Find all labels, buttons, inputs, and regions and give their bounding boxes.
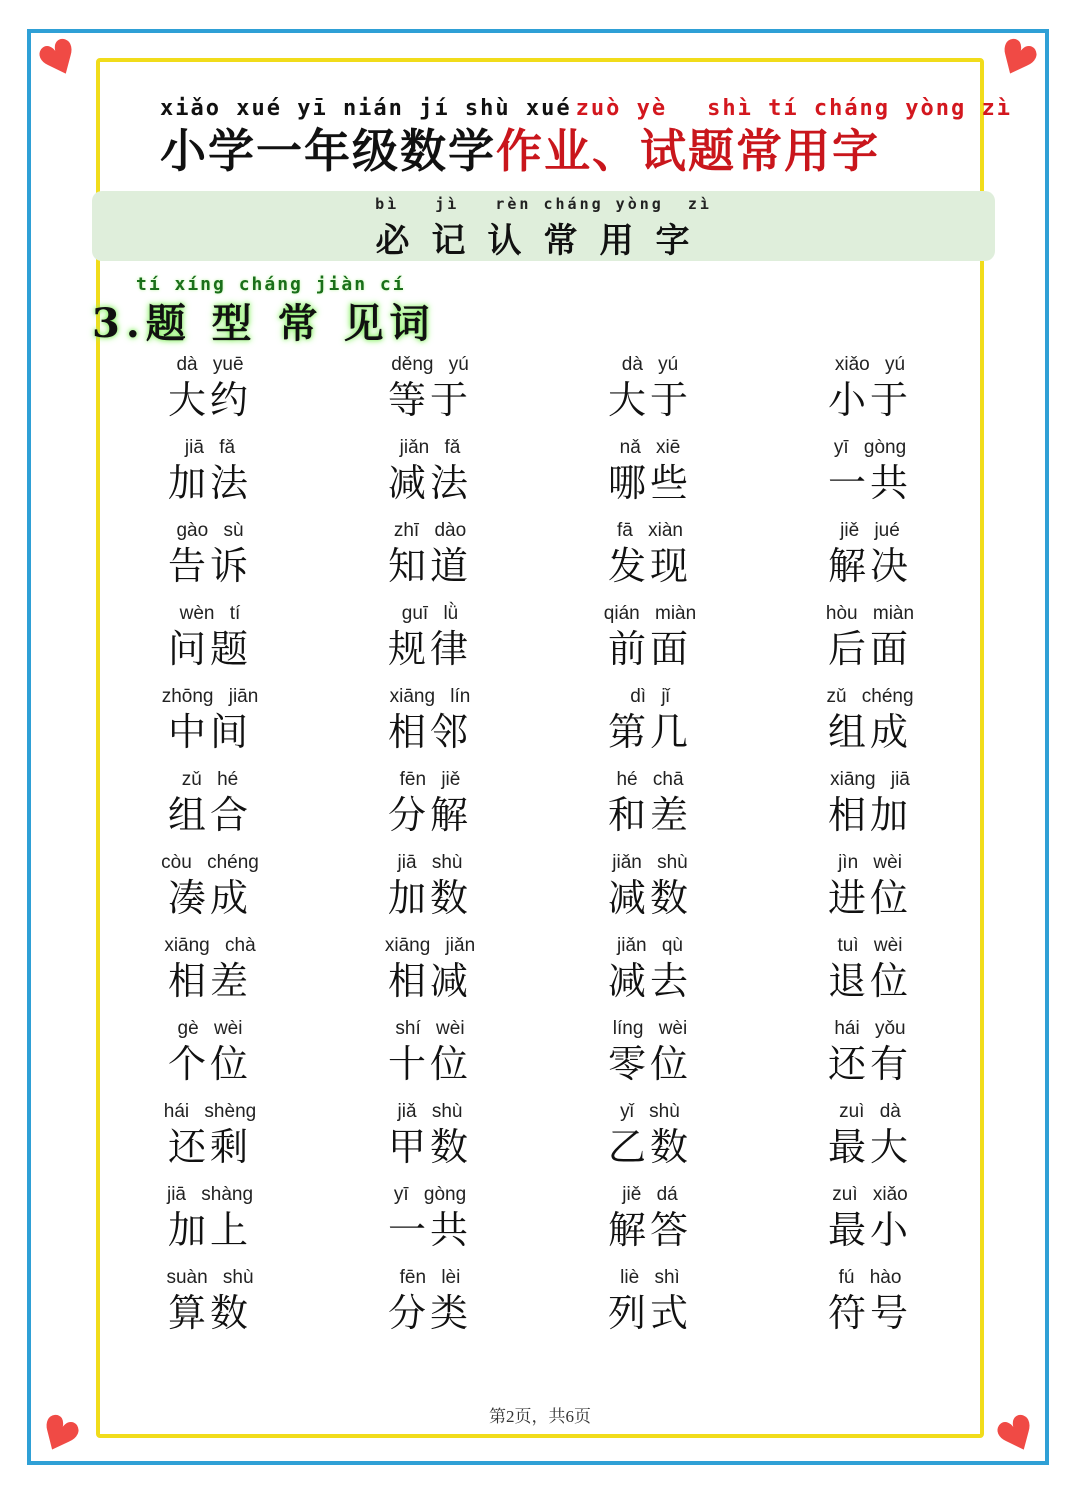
word-hanzi: 加上 (167, 1208, 252, 1252)
word-pinyin: jiā fǎ (184, 437, 236, 458)
word-hanzi: 算数 (167, 1291, 252, 1335)
word-cell (760, 518, 980, 601)
word-cell (540, 933, 760, 1016)
word-hanzi: 还剩 (167, 1125, 252, 1169)
word-pinyin: hòu miàn (825, 603, 915, 624)
word-cell (320, 352, 540, 435)
word-hanzi: 相减 (387, 959, 472, 1003)
word-hanzi: 一共 (827, 461, 912, 505)
word-hanzi: 发现 (607, 544, 692, 588)
word-cell (320, 850, 540, 933)
word-cell (320, 1265, 540, 1348)
word-cell (320, 1099, 540, 1182)
word-cell (540, 1265, 760, 1348)
word-pinyin: xiāng jiā (830, 769, 910, 790)
word-cell (100, 1182, 320, 1265)
word-pinyin: jiā shàng (166, 1184, 254, 1205)
word-hanzi: 零位 (607, 1042, 692, 1086)
word-hanzi: 退位 (827, 959, 912, 1003)
word-cell (320, 767, 540, 850)
word-hanzi: 进位 (827, 876, 912, 920)
word-hanzi: 组成 (827, 710, 912, 754)
word-cell (100, 435, 320, 518)
word-hanzi: 乙数 (607, 1125, 692, 1169)
word-pinyin: xiǎo yú (834, 354, 906, 375)
word-hanzi: 等于 (387, 378, 472, 422)
word-cell (760, 1016, 980, 1099)
word-hanzi: 凑成 (167, 876, 252, 920)
title-pinyin-red: zuò yè (575, 96, 668, 121)
word-pinyin: dì jǐ (630, 686, 670, 707)
word-hanzi: 前面 (607, 627, 692, 671)
word-pinyin: nǎ xiē (619, 437, 681, 458)
word-hanzi: 甲数 (387, 1125, 472, 1169)
word-pinyin: zhī dào (393, 520, 467, 541)
section-pinyin: tí xíng cháng jiàn cí (136, 274, 406, 295)
word-hanzi: 相差 (167, 959, 252, 1003)
word-cell (100, 352, 320, 435)
word-pinyin: tuì wèi (837, 935, 903, 956)
word-cell (100, 601, 320, 684)
word-pinyin: wèn tí (179, 603, 241, 624)
word-pinyin: zǔ chéng (826, 686, 914, 707)
word-hanzi: 十位 (387, 1042, 472, 1086)
word-hanzi: 大于 (607, 378, 692, 422)
word-hanzi: 和差 (607, 793, 692, 837)
word-pinyin: zuì dà (839, 1101, 901, 1122)
word-cell (100, 518, 320, 601)
heart-icon: ♥ (986, 1401, 1048, 1469)
word-hanzi: 最大 (827, 1125, 912, 1169)
word-cell (320, 933, 540, 1016)
word-pinyin: fú hào (838, 1267, 902, 1288)
word-hanzi: 分类 (387, 1291, 472, 1335)
word-hanzi: 后面 (827, 627, 912, 671)
word-cell (100, 767, 320, 850)
page-title-black: 小学一年级数学 (160, 124, 496, 178)
word-pinyin: fēn lèi (399, 1267, 461, 1288)
banner-title: 必记认常用字 (375, 221, 712, 261)
word-cell (100, 1265, 320, 1348)
word-pinyin: hái yǒu (834, 1018, 906, 1039)
word-pinyin: guī lǜ (401, 603, 459, 624)
word-pinyin: gào sù (176, 520, 244, 541)
word-cell (540, 1182, 760, 1265)
word-hanzi: 告诉 (167, 544, 252, 588)
word-cell (760, 933, 980, 1016)
word-cell (540, 518, 760, 601)
word-hanzi: 解决 (827, 544, 912, 588)
word-pinyin: hái shèng (163, 1101, 257, 1122)
word-hanzi: 加法 (167, 461, 252, 505)
word-pinyin: shí wèi (395, 1018, 465, 1039)
word-hanzi: 知道 (387, 544, 472, 588)
word-cell (760, 1099, 980, 1182)
word-hanzi: 相加 (827, 793, 912, 837)
section-title: 3.题 型 常 见词 (92, 300, 436, 347)
word-pinyin: fēn jiě (399, 769, 461, 790)
word-hanzi: 个位 (167, 1042, 252, 1086)
word-hanzi: 规律 (387, 627, 472, 671)
word-cell (320, 684, 540, 767)
word-cell (540, 1016, 760, 1099)
word-cell (760, 1182, 980, 1265)
word-hanzi: 问题 (167, 627, 252, 671)
word-cell (320, 601, 540, 684)
word-pinyin: yī gòng (833, 437, 907, 458)
word-cell (760, 601, 980, 684)
word-pinyin: fā xiàn (617, 520, 683, 541)
word-cell (540, 352, 760, 435)
word-hanzi: 减数 (607, 876, 692, 920)
word-pinyin: dà yuē (176, 354, 244, 375)
word-pinyin: jiǎn fǎ (399, 437, 461, 458)
word-pinyin: dà yú (621, 354, 679, 375)
word-cell (540, 767, 760, 850)
word-pinyin: jiǎn shù (612, 852, 688, 873)
word-pinyin: zuì xiǎo (832, 1184, 908, 1205)
word-hanzi: 一共 (387, 1208, 472, 1252)
word-cell (100, 933, 320, 1016)
word-pinyin: yī gòng (393, 1184, 467, 1205)
word-hanzi: 中间 (167, 710, 252, 754)
word-cell (100, 684, 320, 767)
heart-icon: ♥ (986, 25, 1048, 93)
word-pinyin: xiāng chà (164, 935, 256, 956)
word-hanzi: 加数 (387, 876, 472, 920)
word-hanzi: 解答 (607, 1208, 692, 1252)
heart-icon: ♥ (28, 1401, 90, 1469)
word-pinyin: gè wèi (177, 1018, 243, 1039)
page-title-red: 作业、试题常用字 (496, 124, 880, 178)
page-footer: 第2页，共6页 (489, 1407, 591, 1426)
word-pinyin: còu chéng (161, 852, 259, 873)
word-cell (540, 435, 760, 518)
word-hanzi: 减法 (387, 461, 472, 505)
word-cell (540, 850, 760, 933)
word-pinyin: děng yú (391, 354, 469, 375)
word-cell (760, 684, 980, 767)
word-hanzi: 相邻 (387, 710, 472, 754)
word-pinyin: yǐ shù (620, 1101, 680, 1122)
word-cell (320, 435, 540, 518)
word-cell (320, 1016, 540, 1099)
word-cell (760, 850, 980, 933)
title-pinyin-black: xiǎo xué yī nián jí shù xué (160, 96, 572, 121)
word-cell (760, 435, 980, 518)
word-pinyin: qián miàn (603, 603, 697, 624)
word-pinyin: liè shì (620, 1267, 680, 1288)
word-pinyin: jiǎ shù (397, 1101, 463, 1122)
word-pinyin: suàn shù (166, 1267, 254, 1288)
word-pinyin: líng wèi (612, 1018, 688, 1039)
word-cell (320, 1182, 540, 1265)
word-pinyin: xiāng lín (389, 686, 471, 707)
word-hanzi: 组合 (167, 793, 252, 837)
word-cell (760, 767, 980, 850)
word-hanzi: 减去 (607, 959, 692, 1003)
word-hanzi: 还有 (827, 1042, 912, 1086)
word-cell (540, 684, 760, 767)
page-title (160, 120, 940, 182)
word-hanzi: 符号 (827, 1291, 912, 1335)
word-cell (760, 1265, 980, 1348)
word-hanzi: 第几 (607, 710, 692, 754)
title-pinyin-red-2: shì tí cháng yòng zì (707, 96, 1013, 121)
word-hanzi: 列式 (607, 1291, 692, 1335)
word-pinyin: jiě dá (622, 1184, 678, 1205)
word-grid (100, 352, 980, 1348)
word-hanzi: 小于 (827, 378, 912, 422)
word-hanzi: 分解 (387, 793, 472, 837)
heart-icon: ♥ (28, 25, 90, 93)
word-pinyin: jiě jué (840, 520, 900, 541)
word-pinyin: hé chā (616, 769, 684, 790)
word-cell (100, 1016, 320, 1099)
word-hanzi: 哪些 (607, 461, 692, 505)
word-cell (100, 850, 320, 933)
word-hanzi: 大约 (167, 378, 252, 422)
word-hanzi: 最小 (827, 1208, 912, 1252)
word-pinyin: jiǎn qù (617, 935, 683, 956)
section-banner (92, 191, 995, 261)
word-pinyin: xiāng jiǎn (384, 935, 476, 956)
word-cell (540, 601, 760, 684)
word-pinyin: jiā shù (397, 852, 463, 873)
word-pinyin: jìn wèi (838, 852, 902, 873)
banner-pinyin: bì jì rèn cháng yòng zì (375, 195, 712, 213)
word-cell (760, 352, 980, 435)
word-pinyin: zhōng jiān (161, 686, 259, 707)
word-pinyin: zǔ hé (181, 769, 239, 790)
word-cell (540, 1099, 760, 1182)
word-cell (100, 1099, 320, 1182)
word-cell (320, 518, 540, 601)
